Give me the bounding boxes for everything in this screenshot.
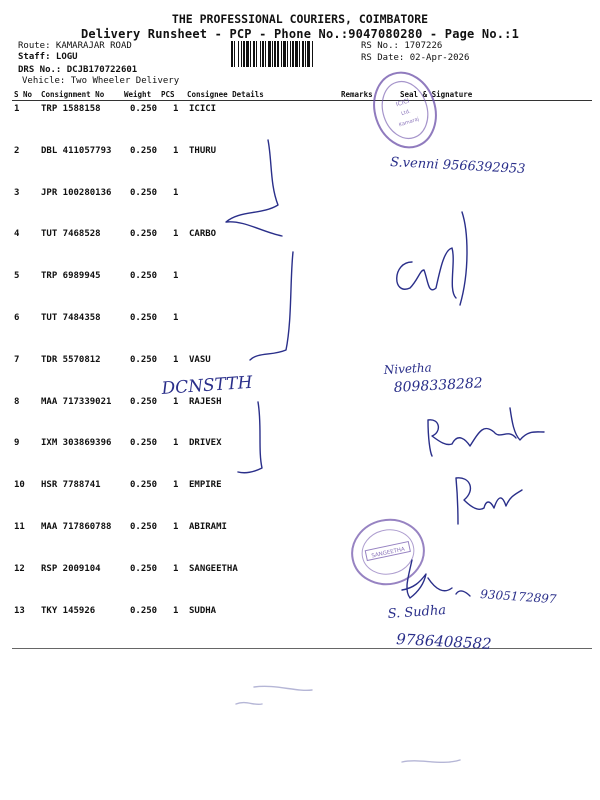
row-consignment-no: DBL 411057793 xyxy=(41,146,112,156)
barcode-bar xyxy=(241,41,242,67)
signature-row12 xyxy=(402,560,470,598)
col-sno: S No xyxy=(14,90,33,99)
row-consignee: CARBO xyxy=(189,229,217,239)
runsheet-subtitle: Delivery Runsheet - PCP - Phone No.:9047080280 - Page No.:1 xyxy=(80,27,520,41)
header-rule xyxy=(12,100,592,101)
row-consignment-no: JPR 100280136 xyxy=(41,188,112,198)
row-pcs: 1 xyxy=(173,229,179,239)
barcode-bar xyxy=(312,41,313,67)
row-weight: 0.250 xyxy=(130,480,158,490)
rs-date: RS Date: 02-Apr-2026 xyxy=(361,53,470,63)
row-pcs: 1 xyxy=(173,313,179,323)
row-consignment-no: TRP 1588158 xyxy=(41,104,101,114)
barcode-bar xyxy=(238,41,239,67)
footer-rule xyxy=(12,648,592,649)
barcode-bar xyxy=(299,41,300,67)
barcode-bar xyxy=(234,41,235,67)
row-consignment-no: MAA 717339021 xyxy=(41,397,112,407)
handwritten-row13-name: S. Sudha xyxy=(387,602,447,622)
row-weight: 0.250 xyxy=(130,606,158,616)
col-consignment: Consignment No xyxy=(41,90,105,99)
barcode-bar xyxy=(246,41,249,67)
row-sno: 8 xyxy=(14,397,20,407)
row-consignee: EMPIRE xyxy=(189,480,222,490)
signature-empire xyxy=(456,478,522,524)
signature-row3-stroke xyxy=(226,140,282,236)
handwritten-row2: S.venni 9566392953 xyxy=(389,155,526,178)
svg-text:Ltd.: Ltd. xyxy=(400,108,412,118)
barcode-bar xyxy=(250,41,251,67)
handwritten-row7-phone: 8098338282 xyxy=(393,375,484,396)
svg-text:SANGEETHA: SANGEETHA xyxy=(370,546,406,560)
col-remarks: Remarks xyxy=(341,90,373,99)
barcode-bar xyxy=(265,41,266,67)
row-weight: 0.250 xyxy=(130,146,158,156)
handwritten-row7-name: Nivetha xyxy=(383,360,433,377)
row-sno: 4 xyxy=(14,229,20,239)
row-pcs: 1 xyxy=(173,438,179,448)
row-sno: 6 xyxy=(14,313,20,323)
svg-text:Kamaraj: Kamaraj xyxy=(398,116,420,129)
handwritten-left-scrawl: DCNSTTH xyxy=(160,372,254,399)
row-sno: 12 xyxy=(14,564,25,574)
row-consignment-no: HSR 7788741 xyxy=(41,480,101,490)
courier-stamp-2 xyxy=(346,513,430,591)
signature-carbo xyxy=(397,212,467,305)
col-seal-signature: Seal & Signature xyxy=(400,90,473,99)
row-consignment-no: RSP 2009104 xyxy=(41,564,101,574)
row-weight: 0.250 xyxy=(130,104,158,114)
barcode-bar xyxy=(243,41,245,67)
svg-text:ICICI: ICICI xyxy=(395,97,411,109)
barcode-bar xyxy=(302,41,304,67)
row-weight: 0.250 xyxy=(130,188,158,198)
rs-number: RS No.: 1707226 xyxy=(361,41,443,51)
row-consignee: RAJESH xyxy=(189,397,222,407)
col-pcs: PCS xyxy=(161,90,175,99)
row-weight: 0.250 xyxy=(130,313,158,323)
barcode-bar xyxy=(283,41,286,67)
barcode-bar xyxy=(231,41,233,67)
barcode-bar xyxy=(260,41,261,67)
row-sno: 7 xyxy=(14,355,20,365)
signature-bottom-scrawl-2 xyxy=(402,760,460,762)
barcode-bar xyxy=(272,41,273,67)
signature-row8-stroke xyxy=(238,402,262,473)
barcode-bar xyxy=(305,41,306,67)
staff-label: Staff: LOGU xyxy=(18,52,78,62)
row-consignee: ICICI xyxy=(189,104,217,114)
signature-rajesh xyxy=(428,408,544,456)
row-pcs: 1 xyxy=(173,355,179,365)
handwritten-row13-phone: 9786408582 xyxy=(395,630,493,653)
courier-stamp xyxy=(365,65,446,156)
barcode-bar xyxy=(295,41,298,67)
barcode-bar xyxy=(290,41,291,67)
row-pcs: 1 xyxy=(173,397,179,407)
row-weight: 0.250 xyxy=(130,522,158,532)
row-sno: 3 xyxy=(14,188,20,198)
row-consignee: THURU xyxy=(189,146,217,156)
row-consignee: SANGEETHA xyxy=(189,564,238,574)
drs-number: DRS No.: DCJB170722601 xyxy=(18,65,138,75)
row-consignment-no: TDR 5570812 xyxy=(41,355,101,365)
row-pcs: 1 xyxy=(173,146,179,156)
row-consignment-no: TRP 6989945 xyxy=(41,271,101,281)
row-weight: 0.250 xyxy=(130,355,158,365)
row-consignment-no: TUT 7468528 xyxy=(41,229,101,239)
row-pcs: 1 xyxy=(173,188,179,198)
col-weight: Weight xyxy=(124,90,152,99)
row-weight: 0.250 xyxy=(130,564,158,574)
row-sno: 11 xyxy=(14,522,25,532)
row-pcs: 1 xyxy=(173,522,179,532)
barcode-bar xyxy=(307,41,310,67)
row-pcs: 1 xyxy=(173,564,179,574)
col-consignee: Consignee Details xyxy=(187,90,264,99)
route-label: Route: KAMARAJAR ROAD xyxy=(18,41,132,51)
barcode xyxy=(230,41,358,67)
row-sno: 1 xyxy=(14,104,20,114)
row-consignment-no: TKY 145926 xyxy=(41,606,96,616)
row-sno: 13 xyxy=(14,606,25,616)
row-pcs: 1 xyxy=(173,271,179,281)
row-consignee: SUDHA xyxy=(189,606,217,616)
barcode-bar xyxy=(292,41,294,67)
company-title: THE PROFESSIONAL COURIERS, COIMBATORE xyxy=(171,12,429,26)
row-sno: 9 xyxy=(14,438,20,448)
row-consignment-no: IXM 303869396 xyxy=(41,438,112,448)
row-pcs: 1 xyxy=(173,480,179,490)
barcode-bar xyxy=(287,41,288,67)
barcode-bar xyxy=(256,41,257,67)
barcode-bar xyxy=(274,41,276,67)
row-pcs: 1 xyxy=(173,606,179,616)
row-consignee: DRIVEX xyxy=(189,438,222,448)
barcode-bar xyxy=(262,41,264,67)
barcode-bar xyxy=(268,41,271,67)
barcode-bar xyxy=(253,41,255,67)
row-consignment-no: MAA 717860788 xyxy=(41,522,112,532)
vehicle-label: Vehicle: Two Wheeler Delivery xyxy=(22,76,180,86)
row-weight: 0.250 xyxy=(130,397,158,407)
row-sno: 5 xyxy=(14,271,20,281)
row-consignee: VASU xyxy=(189,355,211,365)
row-consignee: ABIRAMI xyxy=(189,522,227,532)
row-sno: 10 xyxy=(14,480,25,490)
signature-bottom-scrawl xyxy=(236,686,312,704)
row-weight: 0.250 xyxy=(130,229,158,239)
row-weight: 0.250 xyxy=(130,271,158,281)
row-weight: 0.250 xyxy=(130,438,158,448)
barcode-bar xyxy=(281,41,282,67)
row-pcs: 1 xyxy=(173,104,179,114)
handwritten-row12-phone: 9305172897 xyxy=(479,587,557,607)
row-consignment-no: TUT 7484358 xyxy=(41,313,101,323)
barcode-bar xyxy=(277,41,279,67)
row-sno: 2 xyxy=(14,146,20,156)
signature-row4-stroke xyxy=(250,252,293,360)
